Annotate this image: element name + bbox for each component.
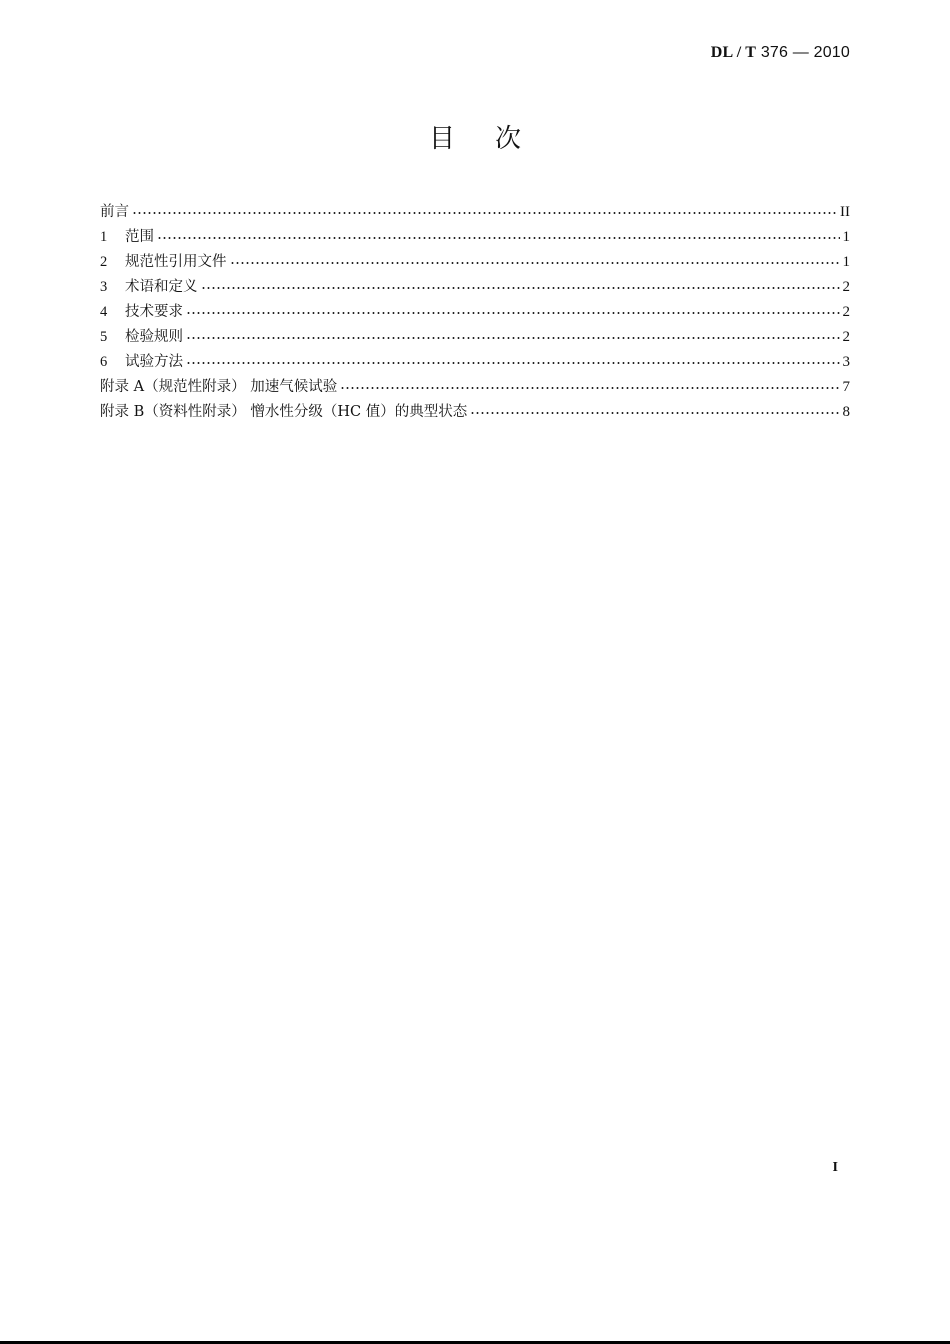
toc-entry-title: 附录 A（规范性附录） 加速气候试验 (100, 379, 338, 395)
dot-leader (186, 362, 840, 364)
dot-leader (132, 212, 837, 214)
page-title: 目次 (428, 124, 561, 154)
page-number: I (832, 1160, 838, 1175)
dot-leader (186, 312, 840, 314)
toc-entry-page: 8 (842, 404, 850, 420)
toc-entry-page: 2 (842, 329, 850, 345)
toc-entry-title: 附录 B（资料性附录） 憎水性分级（HC 值）的典型状态 (100, 404, 468, 420)
toc-entry-technical-requirements[interactable] (100, 300, 850, 325)
toc-entry-number: 4 (100, 304, 108, 320)
toc-entry-title: 前言 (100, 204, 129, 220)
toc-entry-title: 试验方法 (125, 354, 183, 370)
toc-entry-number: 5 (100, 329, 108, 345)
dot-leader (230, 262, 840, 264)
toc-entry-page: 2 (842, 279, 850, 295)
toc-entry-appendix-b[interactable] (100, 400, 850, 425)
toc-entry-title: 术语和定义 (125, 279, 198, 295)
toc-entry-page: 3 (842, 354, 850, 370)
toc-entry-inspection-rules[interactable] (100, 325, 850, 350)
toc-entry-page: II (840, 204, 850, 220)
standard-code (711, 44, 850, 62)
toc-entry-scope[interactable] (100, 225, 850, 250)
toc-entry-test-methods[interactable] (100, 350, 850, 375)
toc-entry-title: 规范性引用文件 (125, 254, 227, 270)
toc-entry-normative-references[interactable] (100, 250, 850, 275)
standard-code-number: 376 — 2010 (756, 44, 850, 61)
toc-entry-number: 2 (100, 254, 108, 270)
toc-entry-title: 技术要求 (125, 304, 183, 320)
dot-leader (157, 237, 840, 239)
toc-entry-page: 1 (842, 229, 850, 245)
toc-entry-page: 2 (842, 304, 850, 320)
toc-entry-page: 7 (842, 379, 850, 395)
dot-leader (340, 387, 839, 389)
toc-entry-preface[interactable] (100, 200, 850, 225)
toc-entry-number: 3 (100, 279, 108, 295)
toc-entry-terms-definitions[interactable] (100, 275, 850, 300)
dot-leader (186, 337, 840, 339)
toc-entry-number: 6 (100, 354, 108, 370)
toc-entry-number: 1 (100, 229, 108, 245)
toc-entry-title: 范围 (125, 229, 154, 245)
table-of-contents (100, 200, 850, 425)
toc-entry-appendix-a[interactable] (100, 375, 850, 400)
dot-leader (201, 287, 840, 289)
toc-entry-title: 检验规则 (125, 329, 183, 345)
standard-code-prefix: DL / T (710, 44, 757, 61)
toc-entry-page: 1 (842, 254, 850, 270)
dot-leader (470, 412, 839, 414)
